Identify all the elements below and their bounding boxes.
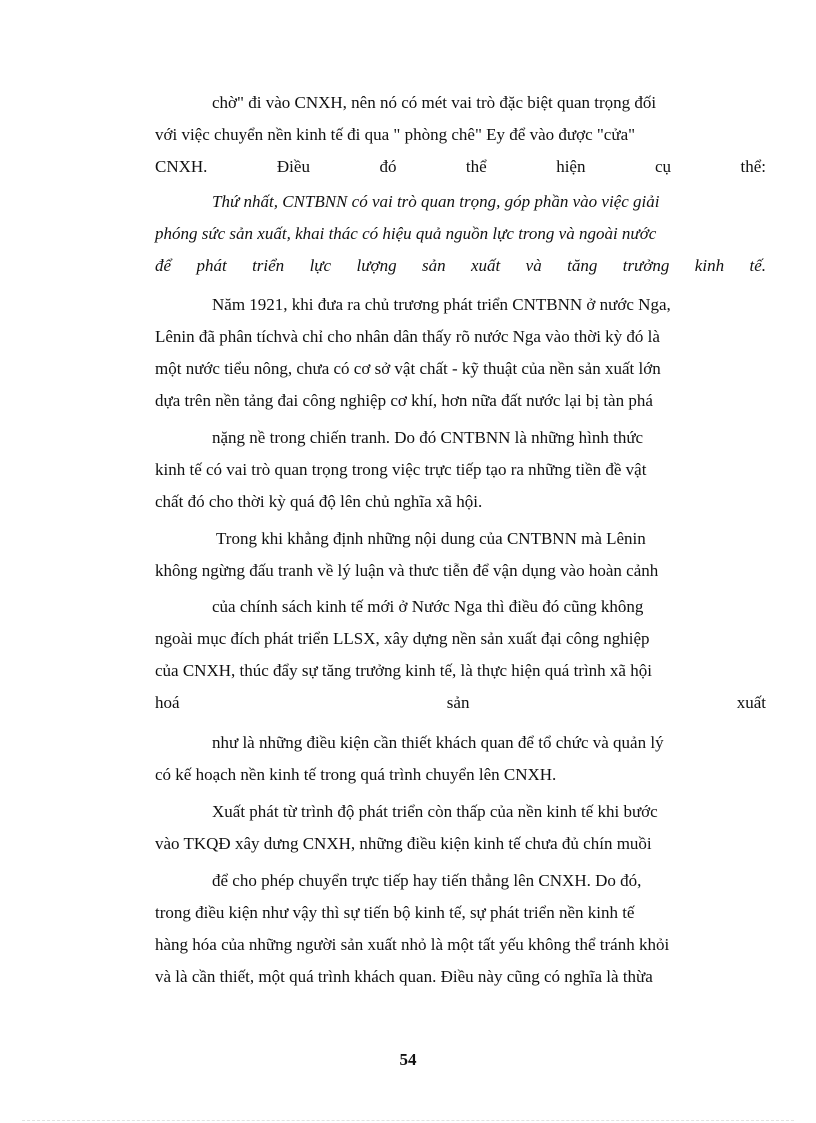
text-line: kinh tế có vai trò quan trọng trong việc trực tiếp tạo ra những tiền đề vật: [155, 460, 647, 479]
italic-text-line: phóng sức sản xuất, khai thác có hiệu quả nguồn lực trong và ngoài nước: [155, 224, 657, 243]
text-line: của chính sách kinh tế mới ở Nước Nga thì điều đó cũng không: [212, 597, 644, 616]
text-line: ngoài mục đích phát triển LLSX, xây dựng nền sản xuất đại công nghiệp: [155, 629, 650, 648]
word: tế.: [749, 256, 766, 275]
word: để: [155, 256, 172, 275]
word: CNXH.: [155, 157, 208, 176]
word: triển: [252, 256, 285, 275]
text-line: Lênin đã phân tíchvà chỉ cho nhân dân thấy rõ nước Nga vào thời kỳ đó là: [155, 327, 660, 346]
word: phát: [196, 256, 227, 275]
page-number: 54: [399, 1050, 417, 1069]
text-line: Xuất phát từ trình độ phát triển còn thấp của nền kinh tế khi bước: [212, 802, 658, 821]
word: đó: [379, 157, 397, 176]
word: Điều: [276, 157, 310, 176]
text-line: Trong khi khẳng định những nội dung của CNTBNN mà Lênin: [216, 529, 646, 548]
word: trưởng: [622, 256, 670, 275]
text-line-justified: [155, 157, 766, 177]
text-line: có kế hoạch nền kinh tế trong quá trình chuyển lên CNXH.: [155, 765, 557, 784]
text-line: trong điều kiện như vậy thì sự tiến bộ kinh tế, sự phát triển nền kinh tế: [155, 903, 635, 922]
text-line: Năm 1921, khi đưa ra chủ trương phát triển CNTBNN ở nước Nga,: [212, 295, 671, 314]
word: hoá: [155, 693, 180, 712]
word: xuất: [470, 256, 501, 275]
text-line: với việc chuyển nền kinh tế đi qua " phòng chê" Ey để vào được "cửa": [155, 125, 636, 144]
text-line: như là những điều kiện cần thiết khách quan để tổ chức và quản lý: [212, 733, 664, 752]
text-line: và là cần thiết, một quá trình khách quan. Điều này cũng có nghĩa là thừa: [155, 967, 653, 986]
italic-text-line-justified: [155, 256, 766, 276]
text-line: vào TKQĐ xây dưng CNXH, những điều kiện kinh tế chưa đủ chín muồi: [155, 834, 652, 853]
word: cụ: [654, 157, 671, 176]
word: hiện: [556, 157, 586, 176]
word: sản: [446, 693, 470, 712]
word: sản: [421, 256, 446, 275]
word: lực: [309, 256, 332, 275]
text-line: nặng nề trong chiến tranh. Do đó CNTBNN là những hình thức: [212, 428, 644, 447]
text-line: của CNXH, thúc đẩy sự tăng trưởng kinh tế, là thực hiện quá trình xã hội: [155, 661, 652, 680]
word: xuất: [736, 693, 766, 712]
word: tăng: [567, 256, 598, 275]
word: kinh: [694, 256, 725, 275]
text-line: chờ" đi vào CNXH, nên nó có mét vai trò đặc biệt quan trọng đối: [212, 93, 657, 112]
text-line-justified: [155, 693, 766, 713]
word: thể: [465, 157, 487, 176]
text-line: để cho phép chuyển trực tiếp hay tiến thẳng lên CNXH. Do đó,: [212, 871, 642, 890]
text-line: dựa trên nền tảng đai công nghiệp cơ khí, hơn nữa đất nước lại bị tàn phá: [155, 391, 653, 410]
word: lượng: [356, 256, 397, 275]
italic-text-line: Thứ nhất, CNTBNN có vai trò quan trọng, góp phần vào việc giải: [212, 192, 660, 211]
page-bottom-rule: [22, 1120, 794, 1121]
text-line: chất đó cho thời kỳ quá độ lên chủ nghĩa xã hội.: [155, 492, 483, 511]
word: thể:: [740, 157, 766, 176]
word: và: [525, 256, 542, 275]
text-line: không ngừng đấu tranh về lý luận và thưc tiễn để vận dụng vào hoàn cảnh: [155, 561, 659, 580]
text-line: hàng hóa của những người sản xuất nhỏ là một tất yếu không thể tránh khỏi: [155, 935, 670, 954]
text-line: một nước tiểu nông, chưa có cơ sở vật chất - kỹ thuật của nền sản xuất lớn: [155, 359, 661, 378]
